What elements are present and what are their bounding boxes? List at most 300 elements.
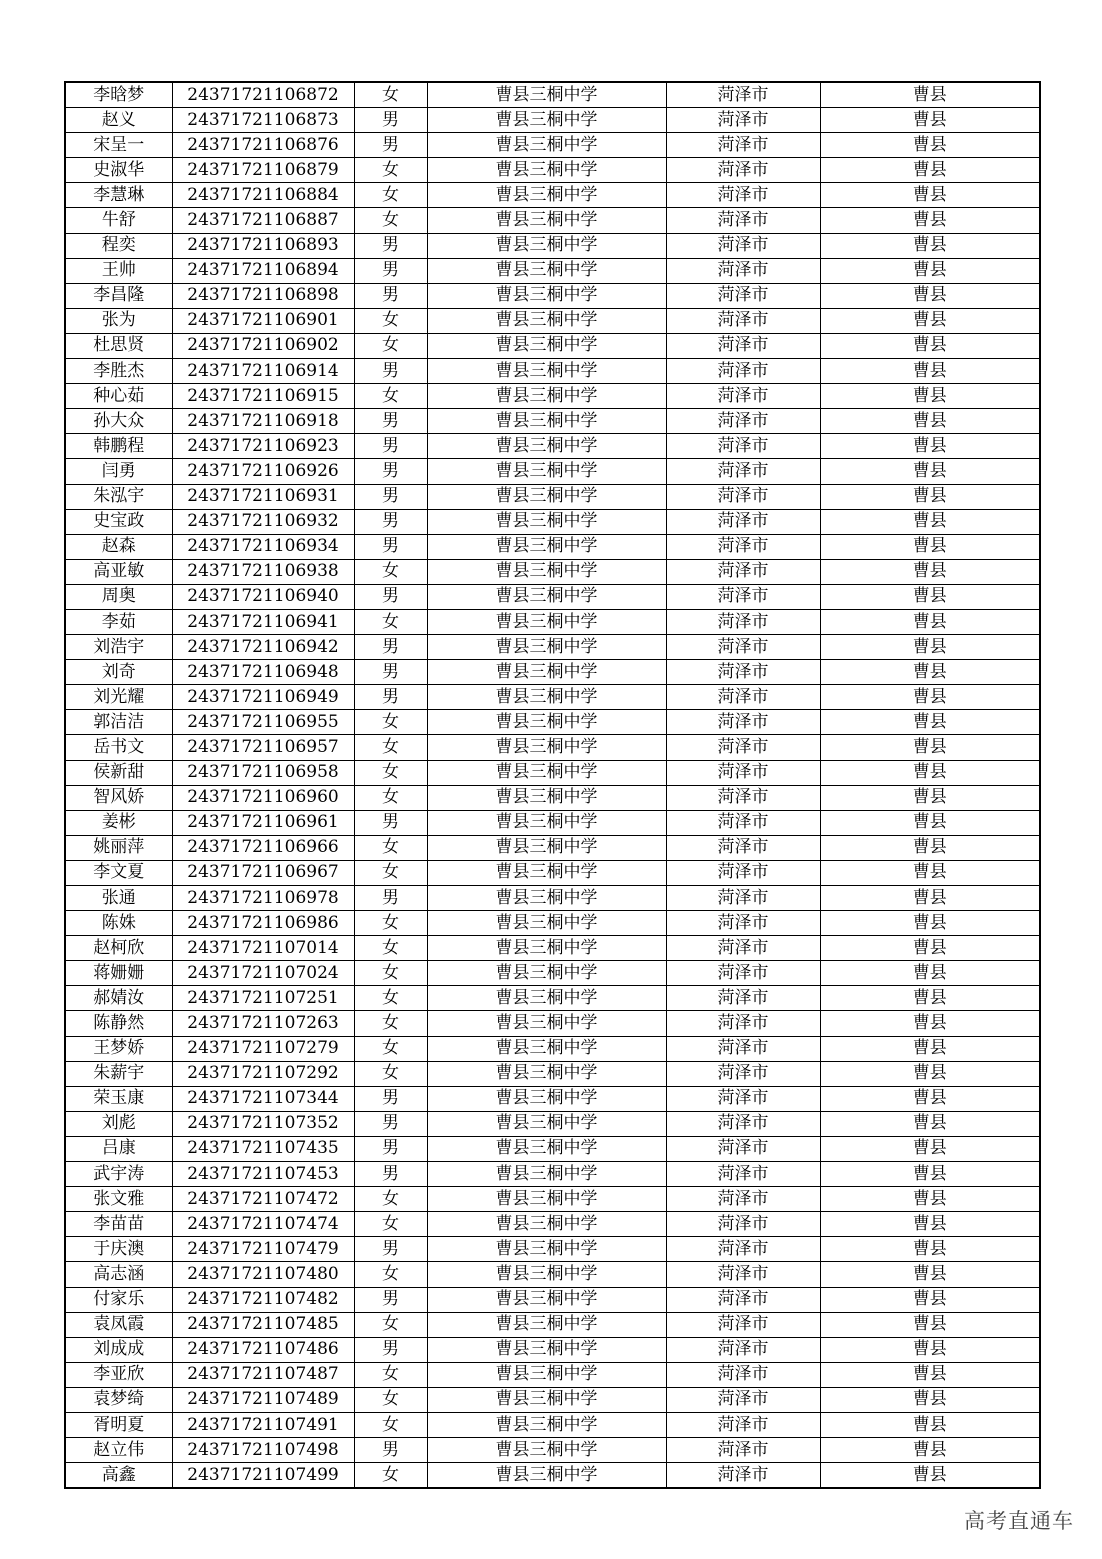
gender-cell: 男: [354, 484, 427, 509]
school-cell: 曹县三桐中学: [427, 860, 666, 885]
exam-id-cell: 24371721107014: [172, 936, 354, 961]
gender-cell: 女: [354, 735, 427, 760]
table-row: [65, 1136, 1040, 1161]
county-cell: 曹县: [820, 710, 1040, 735]
county-cell: 曹县: [820, 1262, 1040, 1287]
exam-id-cell: 24371721106948: [172, 660, 354, 685]
gender-cell: 女: [354, 911, 427, 936]
exam-id-cell: 24371721107479: [172, 1237, 354, 1262]
gender-cell: 男: [354, 584, 427, 609]
name-cell: 杜思贤: [65, 333, 172, 358]
city-cell: 菏泽市: [666, 660, 820, 685]
name-cell: 荣玉康: [65, 1086, 172, 1111]
exam-id-cell: 24371721106902: [172, 333, 354, 358]
city-cell: 菏泽市: [666, 484, 820, 509]
city-cell: 菏泽市: [666, 1187, 820, 1212]
exam-id-cell: 24371721106901: [172, 308, 354, 333]
roster-body: [65, 82, 1040, 1488]
city-cell: 菏泽市: [666, 1036, 820, 1061]
county-cell: 曹县: [820, 1011, 1040, 1036]
name-cell: 高鑫: [65, 1463, 172, 1489]
exam-id-cell: 24371721106941: [172, 609, 354, 634]
table-row: [65, 1212, 1040, 1237]
city-cell: 菏泽市: [666, 82, 820, 108]
exam-id-cell: 24371721107344: [172, 1086, 354, 1111]
school-cell: 曹县三桐中学: [427, 1387, 666, 1412]
name-cell: 程奕: [65, 233, 172, 258]
table-row: [65, 1362, 1040, 1387]
school-cell: 曹县三桐中学: [427, 409, 666, 434]
exam-id-cell: 24371721107263: [172, 1011, 354, 1036]
school-cell: 曹县三桐中学: [427, 1438, 666, 1463]
city-cell: 菏泽市: [666, 559, 820, 584]
school-cell: 曹县三桐中学: [427, 1136, 666, 1161]
exam-id-cell: 24371721107491: [172, 1412, 354, 1437]
gender-cell: 女: [354, 1412, 427, 1437]
name-cell: 刘浩宇: [65, 635, 172, 660]
exam-id-cell: 24371721106967: [172, 860, 354, 885]
city-cell: 菏泽市: [666, 986, 820, 1011]
exam-id-cell: 24371721107453: [172, 1162, 354, 1187]
school-cell: 曹县三桐中学: [427, 635, 666, 660]
county-cell: 曹县: [820, 308, 1040, 333]
county-cell: 曹县: [820, 1212, 1040, 1237]
table-row: [65, 384, 1040, 409]
name-cell: 岳书文: [65, 735, 172, 760]
exam-id-cell: 24371721107279: [172, 1036, 354, 1061]
table-row: [65, 409, 1040, 434]
table-row: [65, 434, 1040, 459]
county-cell: 曹县: [820, 1362, 1040, 1387]
table-row: [65, 1438, 1040, 1463]
gender-cell: 女: [354, 609, 427, 634]
table-row: [65, 835, 1040, 860]
county-cell: 曹县: [820, 1036, 1040, 1061]
name-cell: 姚丽萍: [65, 835, 172, 860]
table-row: [65, 1337, 1040, 1362]
city-cell: 菏泽市: [666, 233, 820, 258]
table-row: [65, 1262, 1040, 1287]
city-cell: 菏泽市: [666, 1262, 820, 1287]
school-cell: 曹县三桐中学: [427, 609, 666, 634]
county-cell: 曹县: [820, 1187, 1040, 1212]
school-cell: 曹县三桐中学: [427, 559, 666, 584]
county-cell: 曹县: [820, 158, 1040, 183]
county-cell: 曹县: [820, 233, 1040, 258]
gender-cell: 男: [354, 1337, 427, 1362]
city-cell: 菏泽市: [666, 308, 820, 333]
county-cell: 曹县: [820, 1387, 1040, 1412]
city-cell: 菏泽市: [666, 108, 820, 133]
exam-id-cell: 24371721106884: [172, 183, 354, 208]
exam-id-cell: 24371721107499: [172, 1463, 354, 1489]
gender-cell: 男: [354, 1287, 427, 1312]
county-cell: 曹县: [820, 1061, 1040, 1086]
name-cell: 李晗梦: [65, 82, 172, 108]
county-cell: 曹县: [820, 760, 1040, 785]
county-cell: 曹县: [820, 82, 1040, 108]
name-cell: 侯新甜: [65, 760, 172, 785]
county-cell: 曹县: [820, 886, 1040, 911]
table-row: [65, 233, 1040, 258]
exam-id-cell: 24371721107482: [172, 1287, 354, 1312]
city-cell: 菏泽市: [666, 1362, 820, 1387]
city-cell: 菏泽市: [666, 1136, 820, 1161]
school-cell: 曹县三桐中学: [427, 133, 666, 158]
gender-cell: 女: [354, 710, 427, 735]
gender-cell: 女: [354, 183, 427, 208]
table-row: [65, 710, 1040, 735]
city-cell: 菏泽市: [666, 283, 820, 308]
school-cell: 曹县三桐中学: [427, 584, 666, 609]
exam-id-cell: 24371721106949: [172, 685, 354, 710]
gender-cell: 女: [354, 82, 427, 108]
name-cell: 武宇涛: [65, 1162, 172, 1187]
exam-id-cell: 24371721107292: [172, 1061, 354, 1086]
gender-cell: 男: [354, 459, 427, 484]
county-cell: 曹县: [820, 459, 1040, 484]
table-row: [65, 82, 1040, 108]
school-cell: 曹县三桐中学: [427, 1287, 666, 1312]
gender-cell: 男: [354, 133, 427, 158]
county-cell: 曹县: [820, 258, 1040, 283]
city-cell: 菏泽市: [666, 685, 820, 710]
exam-id-cell: 24371721106876: [172, 133, 354, 158]
county-cell: 曹县: [820, 509, 1040, 534]
gender-cell: 女: [354, 208, 427, 233]
exam-id-cell: 24371721107472: [172, 1187, 354, 1212]
exam-id-cell: 24371721107480: [172, 1262, 354, 1287]
county-cell: 曹县: [820, 735, 1040, 760]
gender-cell: 女: [354, 1061, 427, 1086]
table-row: [65, 886, 1040, 911]
county-cell: 曹县: [820, 133, 1040, 158]
county-cell: 曹县: [820, 359, 1040, 384]
school-cell: 曹县三桐中学: [427, 308, 666, 333]
county-cell: 曹县: [820, 1111, 1040, 1136]
school-cell: 曹县三桐中学: [427, 534, 666, 559]
exam-id-cell: 24371721107474: [172, 1212, 354, 1237]
name-cell: 赵义: [65, 108, 172, 133]
school-cell: 曹县三桐中学: [427, 911, 666, 936]
school-cell: 曹县三桐中学: [427, 183, 666, 208]
city-cell: 菏泽市: [666, 384, 820, 409]
school-cell: 曹县三桐中学: [427, 936, 666, 961]
gender-cell: 男: [354, 635, 427, 660]
gender-cell: 男: [354, 1162, 427, 1187]
school-cell: 曹县三桐中学: [427, 810, 666, 835]
exam-id-cell: 24371721106914: [172, 359, 354, 384]
city-cell: 菏泽市: [666, 710, 820, 735]
exam-id-cell: 24371721106879: [172, 158, 354, 183]
city-cell: 菏泽市: [666, 459, 820, 484]
city-cell: 菏泽市: [666, 534, 820, 559]
city-cell: 菏泽市: [666, 1412, 820, 1437]
county-cell: 曹县: [820, 1312, 1040, 1337]
name-cell: 张文雅: [65, 1187, 172, 1212]
name-cell: 李茹: [65, 609, 172, 634]
name-cell: 陈姝: [65, 911, 172, 936]
exam-id-cell: 24371721106940: [172, 584, 354, 609]
name-cell: 付家乐: [65, 1287, 172, 1312]
table-row: [65, 609, 1040, 634]
school-cell: 曹县三桐中学: [427, 233, 666, 258]
table-row: [65, 961, 1040, 986]
school-cell: 曹县三桐中学: [427, 484, 666, 509]
table-row: [65, 1086, 1040, 1111]
city-cell: 菏泽市: [666, 1287, 820, 1312]
name-cell: 种心茹: [65, 384, 172, 409]
school-cell: 曹县三桐中学: [427, 1362, 666, 1387]
county-cell: 曹县: [820, 409, 1040, 434]
exam-id-cell: 24371721106898: [172, 283, 354, 308]
table-row: [65, 509, 1040, 534]
school-cell: 曹县三桐中学: [427, 258, 666, 283]
gender-cell: 男: [354, 534, 427, 559]
table-row: [65, 108, 1040, 133]
exam-id-cell: 24371721107498: [172, 1438, 354, 1463]
name-cell: 宋呈一: [65, 133, 172, 158]
exam-id-cell: 24371721106887: [172, 208, 354, 233]
county-cell: 曹县: [820, 936, 1040, 961]
school-cell: 曹县三桐中学: [427, 1412, 666, 1437]
gender-cell: 男: [354, 108, 427, 133]
gender-cell: 女: [354, 1187, 427, 1212]
city-cell: 菏泽市: [666, 1086, 820, 1111]
school-cell: 曹县三桐中学: [427, 1162, 666, 1187]
school-cell: 曹县三桐中学: [427, 333, 666, 358]
name-cell: 袁梦绮: [65, 1387, 172, 1412]
name-cell: 袁凤霞: [65, 1312, 172, 1337]
gender-cell: 男: [354, 233, 427, 258]
city-cell: 菏泽市: [666, 1162, 820, 1187]
name-cell: 赵森: [65, 534, 172, 559]
school-cell: 曹县三桐中学: [427, 961, 666, 986]
exam-id-cell: 24371721106955: [172, 710, 354, 735]
city-cell: 菏泽市: [666, 1011, 820, 1036]
exam-id-cell: 24371721106960: [172, 785, 354, 810]
city-cell: 菏泽市: [666, 1337, 820, 1362]
exam-id-cell: 24371721106932: [172, 509, 354, 534]
city-cell: 菏泽市: [666, 735, 820, 760]
school-cell: 曹县三桐中学: [427, 1337, 666, 1362]
exam-id-cell: 24371721107251: [172, 986, 354, 1011]
gender-cell: 男: [354, 509, 427, 534]
city-cell: 菏泽市: [666, 961, 820, 986]
county-cell: 曹县: [820, 559, 1040, 584]
gender-cell: 女: [354, 961, 427, 986]
county-cell: 曹县: [820, 785, 1040, 810]
gender-cell: 女: [354, 1011, 427, 1036]
city-cell: 菏泽市: [666, 1111, 820, 1136]
school-cell: 曹县三桐中学: [427, 1212, 666, 1237]
city-cell: 菏泽市: [666, 434, 820, 459]
name-cell: 于庆澳: [65, 1237, 172, 1262]
gender-cell: 男: [354, 685, 427, 710]
exam-id-cell: 24371721107435: [172, 1136, 354, 1161]
school-cell: 曹县三桐中学: [427, 82, 666, 108]
county-cell: 曹县: [820, 1463, 1040, 1489]
school-cell: 曹县三桐中学: [427, 660, 666, 685]
exam-id-cell: 24371721106961: [172, 810, 354, 835]
table-row: [65, 1412, 1040, 1437]
name-cell: 高志涵: [65, 1262, 172, 1287]
gender-cell: 男: [354, 283, 427, 308]
exam-id-cell: 24371721106938: [172, 559, 354, 584]
exam-id-cell: 24371721106931: [172, 484, 354, 509]
table-row: [65, 459, 1040, 484]
gender-cell: 男: [354, 1136, 427, 1161]
exam-id-cell: 24371721106873: [172, 108, 354, 133]
city-cell: 菏泽市: [666, 810, 820, 835]
table-row: [65, 133, 1040, 158]
gender-cell: 女: [354, 1387, 427, 1412]
exam-id-cell: 24371721106934: [172, 534, 354, 559]
city-cell: 菏泽市: [666, 158, 820, 183]
table-row: [65, 785, 1040, 810]
table-row: [65, 158, 1040, 183]
name-cell: 张通: [65, 886, 172, 911]
exam-id-cell: 24371721106915: [172, 384, 354, 409]
school-cell: 曹县三桐中学: [427, 208, 666, 233]
county-cell: 曹县: [820, 660, 1040, 685]
school-cell: 曹县三桐中学: [427, 434, 666, 459]
gender-cell: 男: [354, 886, 427, 911]
exam-id-cell: 24371721107489: [172, 1387, 354, 1412]
table-row: [65, 1061, 1040, 1086]
county-cell: 曹县: [820, 108, 1040, 133]
city-cell: 菏泽市: [666, 860, 820, 885]
exam-id-cell: 24371721106942: [172, 635, 354, 660]
county-cell: 曹县: [820, 1086, 1040, 1111]
county-cell: 曹县: [820, 434, 1040, 459]
county-cell: 曹县: [820, 1136, 1040, 1161]
city-cell: 菏泽市: [666, 1312, 820, 1337]
table-row: [65, 1036, 1040, 1061]
gender-cell: 女: [354, 1262, 427, 1287]
table-row: [65, 685, 1040, 710]
county-cell: 曹县: [820, 911, 1040, 936]
county-cell: 曹县: [820, 384, 1040, 409]
table-row: [65, 1187, 1040, 1212]
gender-cell: 女: [354, 308, 427, 333]
county-cell: 曹县: [820, 333, 1040, 358]
name-cell: 赵立伟: [65, 1438, 172, 1463]
name-cell: 张为: [65, 308, 172, 333]
county-cell: 曹县: [820, 986, 1040, 1011]
table-row: [65, 810, 1040, 835]
county-cell: 曹县: [820, 609, 1040, 634]
city-cell: 菏泽市: [666, 333, 820, 358]
table-row: [65, 283, 1040, 308]
name-cell: 郭洁洁: [65, 710, 172, 735]
city-cell: 菏泽市: [666, 609, 820, 634]
table-row: [65, 1463, 1040, 1489]
gender-cell: 男: [354, 660, 427, 685]
county-cell: 曹县: [820, 534, 1040, 559]
school-cell: 曹县三桐中学: [427, 685, 666, 710]
table-row: [65, 359, 1040, 384]
watermark-text: 高考直通车: [964, 1509, 1074, 1533]
exam-id-cell: 24371721106958: [172, 760, 354, 785]
school-cell: 曹县三桐中学: [427, 1036, 666, 1061]
name-cell: 刘光耀: [65, 685, 172, 710]
name-cell: 牛舒: [65, 208, 172, 233]
county-cell: 曹县: [820, 1438, 1040, 1463]
gender-cell: 男: [354, 1086, 427, 1111]
gender-cell: 男: [354, 1237, 427, 1262]
gender-cell: 男: [354, 359, 427, 384]
table-row: [65, 584, 1040, 609]
city-cell: 菏泽市: [666, 409, 820, 434]
name-cell: 王梦娇: [65, 1036, 172, 1061]
school-cell: 曹县三桐中学: [427, 158, 666, 183]
county-cell: 曹县: [820, 208, 1040, 233]
city-cell: 菏泽市: [666, 936, 820, 961]
table-row: [65, 1387, 1040, 1412]
gender-cell: 男: [354, 1438, 427, 1463]
exam-id-cell: 24371721106926: [172, 459, 354, 484]
school-cell: 曹县三桐中学: [427, 760, 666, 785]
gender-cell: 女: [354, 936, 427, 961]
table-row: [65, 1111, 1040, 1136]
gender-cell: 女: [354, 333, 427, 358]
county-cell: 曹县: [820, 835, 1040, 860]
gender-cell: 男: [354, 434, 427, 459]
county-cell: 曹县: [820, 1287, 1040, 1312]
table-row: [65, 1237, 1040, 1262]
exam-id-cell: 24371721106986: [172, 911, 354, 936]
city-cell: 菏泽市: [666, 911, 820, 936]
exam-id-cell: 24371721106966: [172, 835, 354, 860]
name-cell: 李苗苗: [65, 1212, 172, 1237]
table-row: [65, 484, 1040, 509]
gender-cell: 女: [354, 986, 427, 1011]
school-cell: 曹县三桐中学: [427, 1262, 666, 1287]
school-cell: 曹县三桐中学: [427, 283, 666, 308]
gender-cell: 女: [354, 1036, 427, 1061]
city-cell: 菏泽市: [666, 509, 820, 534]
name-cell: 陈静然: [65, 1011, 172, 1036]
table-row: [65, 333, 1040, 358]
gender-cell: 女: [354, 785, 427, 810]
name-cell: 胥明夏: [65, 1412, 172, 1437]
table-row: [65, 760, 1040, 785]
city-cell: 菏泽市: [666, 1237, 820, 1262]
name-cell: 刘成成: [65, 1337, 172, 1362]
city-cell: 菏泽市: [666, 208, 820, 233]
name-cell: 李文夏: [65, 860, 172, 885]
exam-id-cell: 24371721106872: [172, 82, 354, 108]
school-cell: 曹县三桐中学: [427, 359, 666, 384]
exam-id-cell: 24371721106893: [172, 233, 354, 258]
table-row: [65, 936, 1040, 961]
city-cell: 菏泽市: [666, 584, 820, 609]
gender-cell: 女: [354, 860, 427, 885]
county-cell: 曹县: [820, 584, 1040, 609]
table-row: [65, 308, 1040, 333]
name-cell: 史淑华: [65, 158, 172, 183]
gender-cell: 男: [354, 258, 427, 283]
table-row: [65, 1011, 1040, 1036]
gender-cell: 女: [354, 1463, 427, 1489]
city-cell: 菏泽市: [666, 785, 820, 810]
city-cell: 菏泽市: [666, 359, 820, 384]
gender-cell: 女: [354, 1362, 427, 1387]
school-cell: 曹县三桐中学: [427, 1111, 666, 1136]
table-row: [65, 860, 1040, 885]
name-cell: 韩鹏程: [65, 434, 172, 459]
